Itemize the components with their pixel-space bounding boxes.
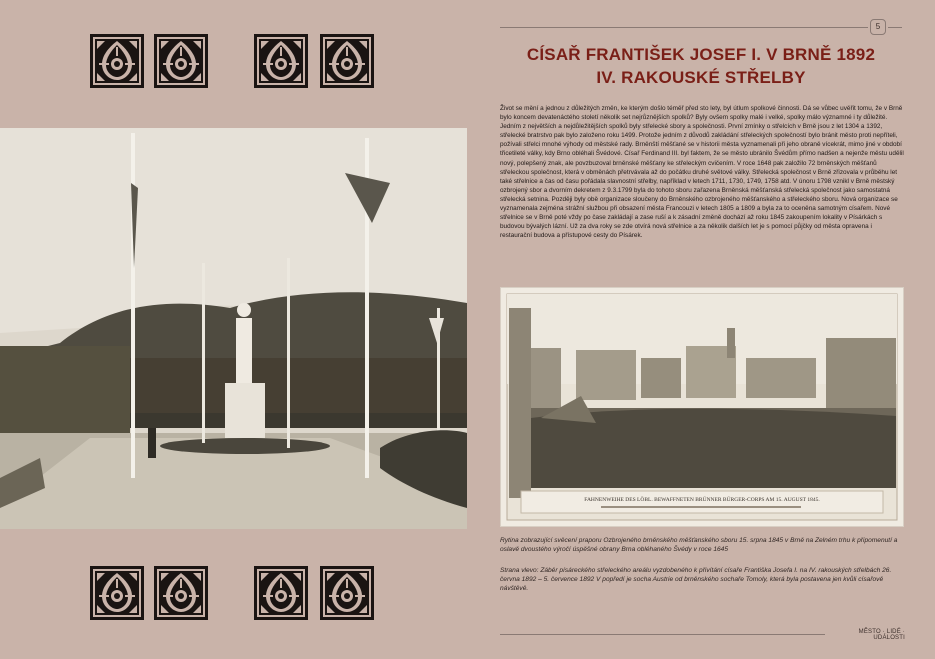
- page-number: 5: [870, 19, 886, 35]
- title-line-2: IV. RAKOUSKÉ STŘELBY: [596, 68, 806, 87]
- engraving-flag-consecration: [500, 287, 904, 527]
- engraving-inscription: FAHNENWEIHE DES LÖBL. BEWAFFNETEN BRÜNNER BÜRGER-CORPS AM 15. AUGUST 1845.: [584, 497, 820, 503]
- divider: [500, 27, 868, 28]
- article-title: [500, 43, 902, 89]
- engraving-caption: Rytina zobrazující svěcení praporu Ozbrojeného brněnského měšťanského sboru 15. srpna 1845 v Brně na Zelném trhu k připomenutí a oslavě dvoustého výročí úspěšné obrany Brna obléhaného Švédy v roce 1645: [500, 537, 898, 554]
- left-photo-caption: Strana vlevo: Záběr písáreckého střeleckého areálu vyzdobeného k přivítání císaře Františka Josefa I. na IV. rakouských střelbách 26. června 1892 – 5. července 1892 V popředí je socha Austrie od brněnského sochaře Tomoly, která byla postavena jen kvůli císařově návštěvě.: [500, 567, 892, 593]
- footer-section-label: MĚSTO · LIDÉ · UDÁLOSTI: [858, 629, 905, 641]
- ornament-icon: [90, 566, 144, 620]
- ornament-icon: [320, 34, 374, 88]
- historical-photo-shooting-range: [0, 128, 467, 529]
- title-line-1: CÍSAŘ FRANTIŠEK JOSEF I. V BRNĚ 1892: [526, 45, 876, 64]
- ornament-icon: [254, 34, 308, 88]
- page-number-bar: [500, 18, 902, 38]
- ornament-icon: [320, 566, 374, 620]
- divider: [888, 27, 902, 28]
- ornament-icon: [254, 566, 308, 620]
- ornament-icon: [90, 34, 144, 88]
- ornament-icon: [154, 34, 208, 88]
- article-body: Život se mění a jednou z důležitých změn, ke kterým došlo téměř před sto lety, byl útlum spolkové činnosti. Dá se vůbec uvěřit tomu, že v Brně bylo koncem devatenáctého století několik set nejrůznějších spolků? Byly ovšem spolky malé i velké, spolky málo významné i ty důležité. Jedním z největších a nejdůležitějších spolků byly střelecké sbory a společnosti. První zmínky o střelcích v Brně jsou z let 1304 a 1392, střelecké bratrstvo pak bylo založeno roku 1499. Protože jedním z důvodů zakládání střeleckých společností bylo bránit město proti nepříteli, požívali střelci mnohé výhody od městské rady. Brněnští měšťané se v historii města vyznamenali při jeho obraně vícekrát, mimo jiné v období třicetileté války, kdy Brno obléhali Švédové. Císař Ferdinand III. byl faktem, že se město ubránilo Švédům přímo nadšen a nejenže městu udělil nový, polepšený znak, ale povzbuzoval brněnské měšťany ke střeleckým cvičením. V roce 1648 pak založilo 72 brněnských měšťanů střeleckou společnost, která v obměnách přetrvávala až do počátku druhé světové války. Střelecká společnost v Brně zřizovala v průběhu let také střelnice a čas od času pořádala slavnostní střelby, například v letech 1711, 1730, 1749, 1758 atd. V únoru 1798 vznikl v Brně městský ozbrojený sbor a dvorním dekretem z 9.3.1799 byla do tohoto sboru zařazena Brněnská měšťanská střelecká společnost jako samostatná střelecká setnina. Později byly obě organizace sloučeny do Brněnského ozbrojeného měšťanského a střeleckého sboru. Nová organizace se vyznamenala zejména strážní službou při obsazení města Francouzi v letech 1805 a 1809 a byla za to oceněna samotným císařem. Nové střelnice se v Brně poté vždy po čase zakládají a zase ruší a k zásadní změně dochází až roku 1845 zakoupením lokality v Písárkách s budovou bývalých lázní. Už za dva roky se zde otvírá nová střelnice a za několik dalších let je s pomocí půjčky od města opravena i restaurační budova a přístupové cesty do Písárek.: [500, 105, 904, 240]
- footer-divider: [500, 634, 825, 635]
- ornament-icon: [154, 566, 208, 620]
